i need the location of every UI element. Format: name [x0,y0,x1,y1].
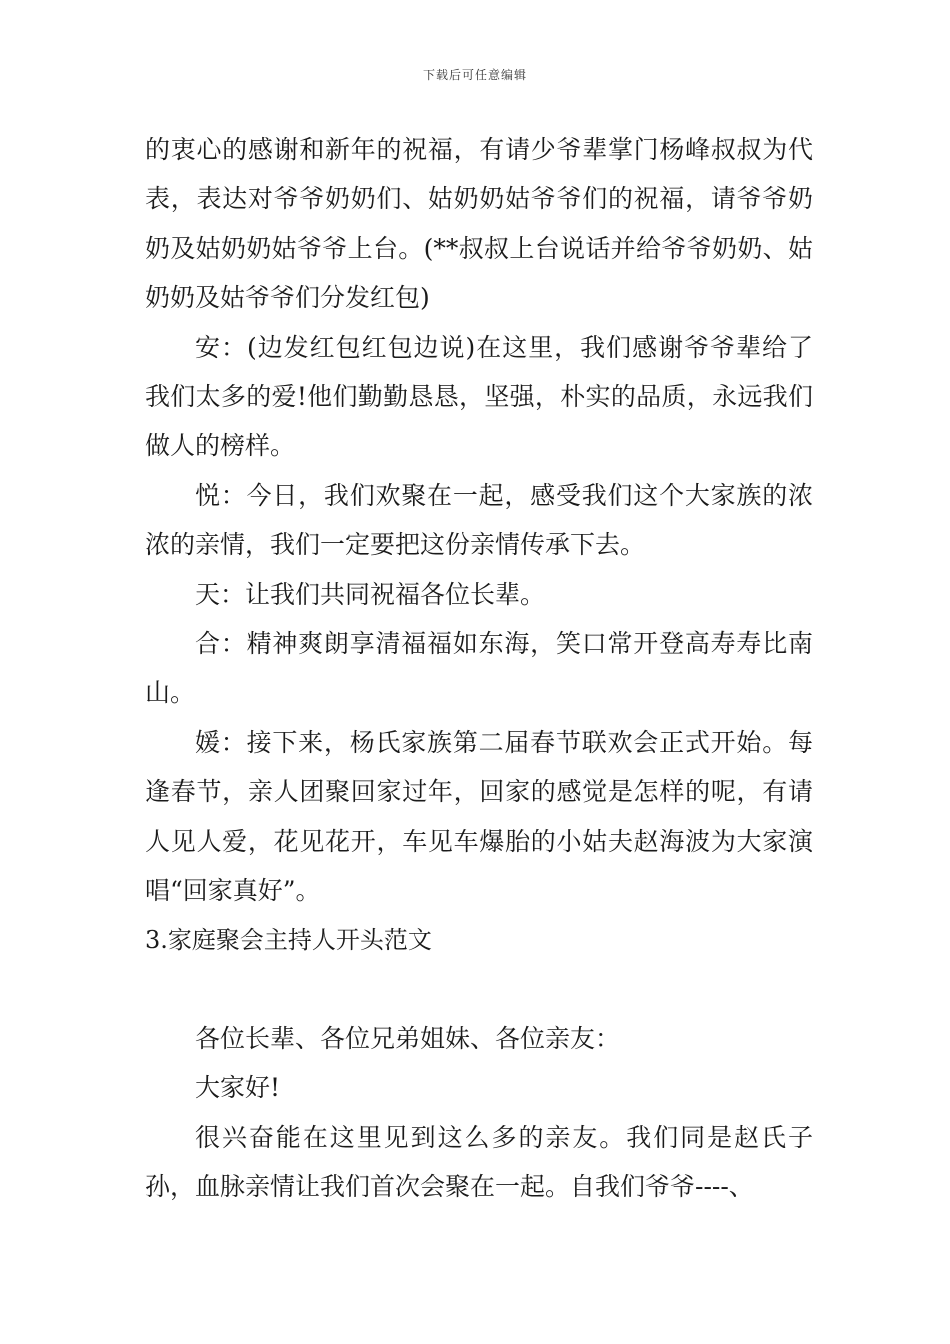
document-body [145,125,813,1212]
paragraph-9: 很兴奋能在这里见到这么多的亲友。我们同是赵氏子孙，血脉亲情让我们首次会聚在一起。自我们爷爷----、 [145,1122,813,1202]
paragraph-2: 安：(边发红包红包边说)在这里，我们感谢爷爷辈给了我们太多的爱!他们勤勤恳恳，坚强，朴实的品质，永远我们做人的榜样。 [145,332,813,461]
paragraph-7: 各位长辈、各位兄弟姐妹、各位亲友： [195,1023,621,1053]
paragraph-5: 合：精神爽朗享清福福如东海，笑口常开登高寿寿比南山。 [145,629,813,708]
section-heading: 3.家庭聚会主持人开头范文 [145,925,432,954]
paragraph-8: 大家好! [195,1073,281,1103]
paragraph-3: 悦：今日，我们欢聚在一起，感受我们这个大家族的浓浓的亲情，我们一定要把这份亲情传承下去。 [145,480,813,560]
paragraph-4: 天：让我们共同祝福各位长辈。 [195,579,546,609]
paragraph-6: 媛：接下来，杨氏家族第二届春节联欢会正式开始。每逢春节，亲人团聚回家过年，回家的感觉是怎样的呢，有请人见人爱，花见花开，车见车爆胎的小姑夫赵海波为大家演唱“回家真好”。 [145,727,813,906]
header-note: 下载后可任意编辑 [422,68,527,82]
blank-line [145,965,813,1014]
paragraph-1: 的衷心的感谢和新年的祝福，有请少爷辈掌门杨峰叔叔为代表，表达对爷爷奶奶们、姑奶奶姑爷爷们的祝福，请爷爷奶奶及姑奶奶姑爷爷上台。(**叔叔上台说话并给爷爷奶奶、姑奶奶及姑爷爷们分发红包) [145,135,813,313]
